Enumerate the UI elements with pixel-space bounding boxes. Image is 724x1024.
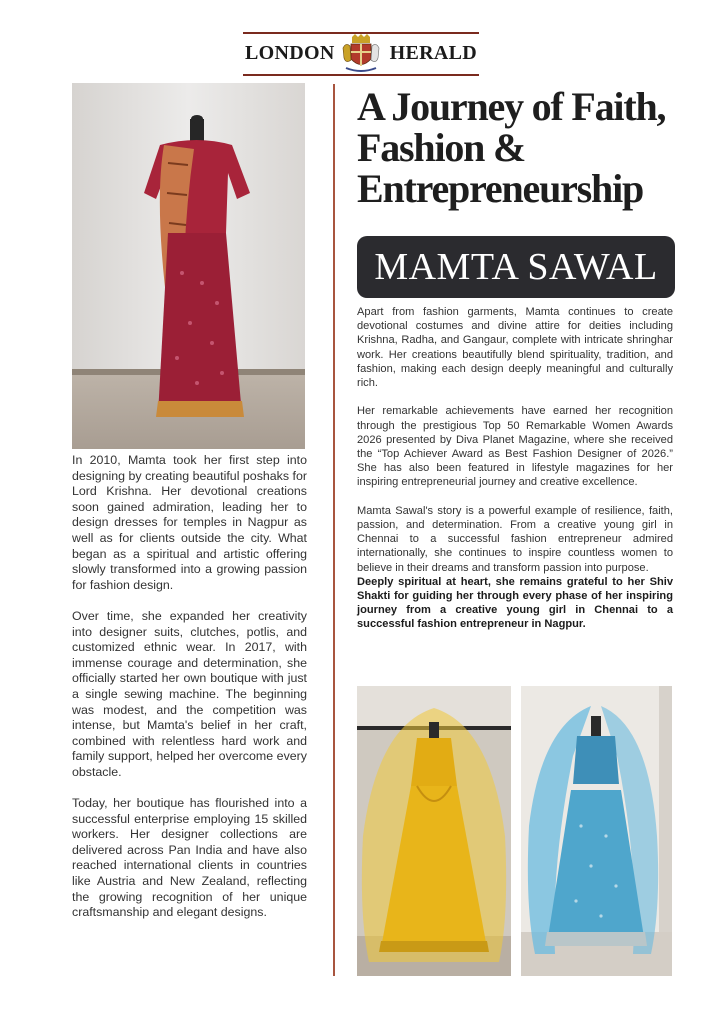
yellow-gown-photo (357, 686, 511, 976)
right-paragraph-1: Apart from fashion garments, Mamta continues to create devotional costumes and divine attire for deities including Krishna, Radha, and Gangaur, complete with intricate shringhar work. Her creations beautifully blend spirituality, tradition, and fashion, making each design deeply meaningful and culturally rich. (357, 306, 673, 390)
name-banner-text: MAMTA SAWAL (374, 246, 658, 288)
right-paragraph-2: Her remarkable achievements have earned her recognition through the prestigious Top 50 Remarkable Women Awards 2026 presented by Diva Planet Magazine, where she received the “Top Achiever Award as Best Fashion Designer of 2026.” She has also been featured in lifestyle magazines for her inspiring entrepreneurial journey and creative excellence. (357, 405, 673, 489)
headline (357, 86, 687, 209)
left-paragraph-3: Today, her boutique has flourished into a successful enterprise employing 15 skilled workers. Her designer collections are delivered across Pan India and have also reached international clients in countries like Austria and New Zealand, reflecting the growing recognition of her unique craftsmanship and elegant designs. (72, 796, 307, 920)
royal-crest-icon (340, 34, 382, 76)
column-divider (333, 84, 335, 976)
headline-line-3: Entrepreneurship (357, 166, 644, 211)
left-paragraph-1: In 2010, Mamta took her first step into designing by creating beautiful poshaks for Lord Krishna. Her devotional creations soon gained admiration, leading her to design dresses for temples in Nagpur as well as for clients outside the city. What began as a spiritual and artistic offering slowly transformed into a growing passion for fashion design. (72, 453, 307, 592)
red-saree-photo (72, 83, 305, 449)
headline-line-1: A Journey of Faith, (357, 84, 666, 129)
masthead-rule-bottom (243, 74, 479, 76)
masthead (243, 32, 479, 78)
left-paragraph-2: Over time, she expanded her creativity into designer suits, clutches, potlis, and customized ethnic wear. In 2017, with immense courage and determination, she officially started her own boutique with just a single sewing machine. The beginning was modest, and the competition was intense, but Mamta's belief in her craft, combined with relentless hard work and family support, helped her overcome every obstacle. (72, 608, 307, 779)
masthead-right-word: HERALD (389, 42, 477, 64)
blue-lehenga-photo (521, 686, 672, 976)
right-column-text (357, 305, 673, 632)
name-banner (357, 236, 675, 298)
masthead-left-word: LONDON (245, 42, 335, 64)
left-column-text (72, 453, 307, 921)
right-paragraph-3: Mamta Sawal's story is a powerful example of resilience, faith, passion, and determination. From a creative young girl in Chennai to a successful fashion entrepreneur admired internationally, she continues to inspire countless women to believe in their dreams and transform passion into purpose. (357, 504, 673, 574)
right-paragraph-3-bold: Deeply spiritual at heart, she remains grateful to her Shiv Shakti for guiding her through every phase of her inspiring journey from a creative young girl in Chennai to a successful fashion entrepreneur in Nagpur. (357, 575, 673, 631)
headline-line-2: Fashion & (357, 125, 526, 170)
